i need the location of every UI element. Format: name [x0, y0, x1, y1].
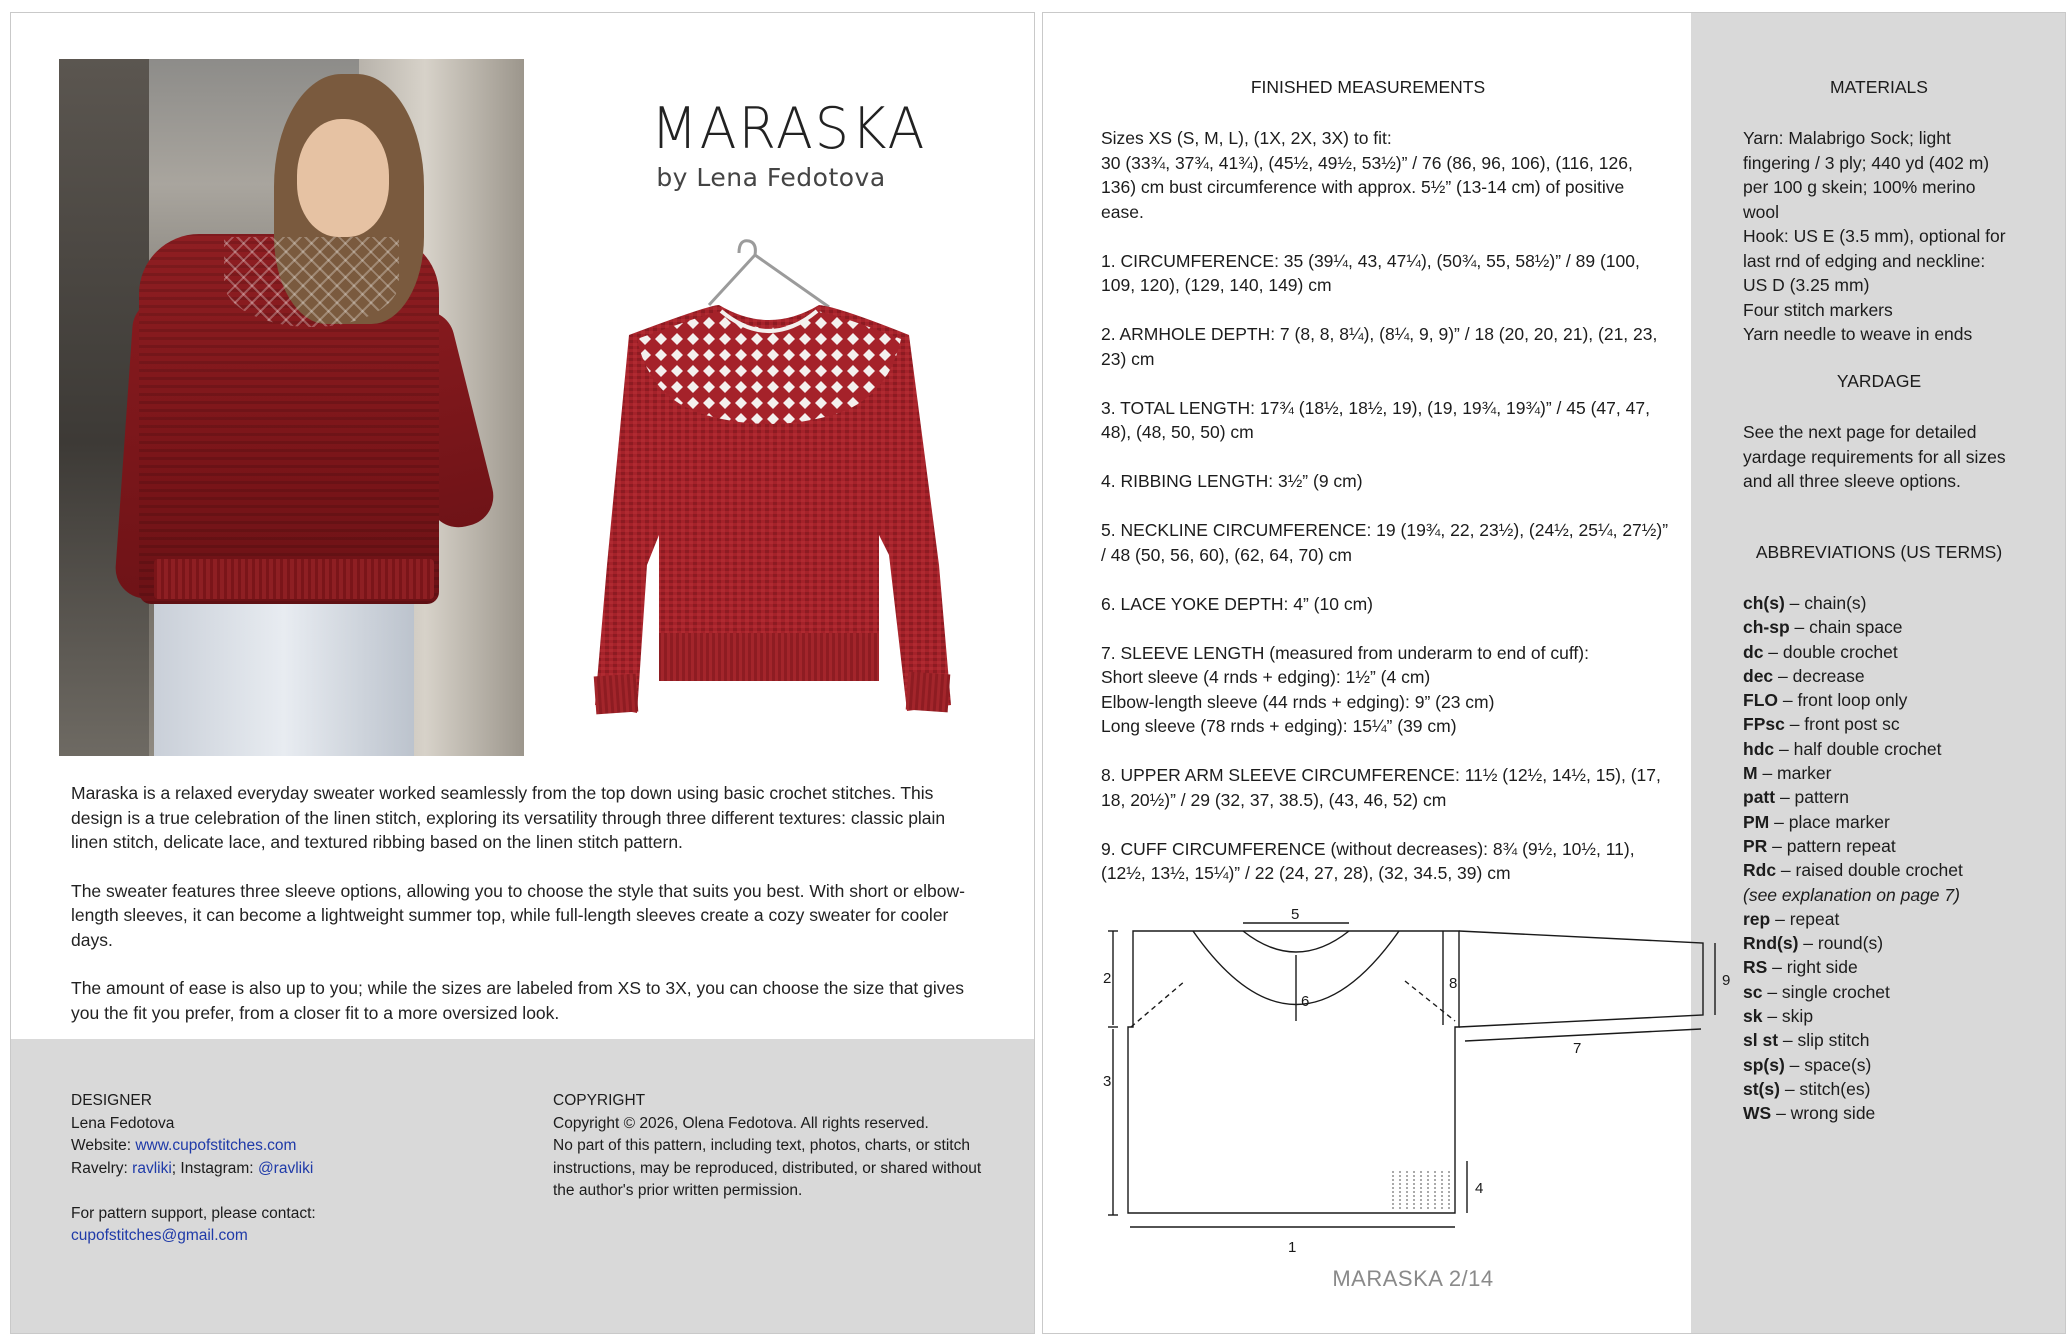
abbr-row: [1743, 640, 2053, 664]
abbr-def: – round(s): [1798, 933, 1884, 954]
abbr-term: RS: [1743, 957, 1768, 978]
yardage-heading: YARDAGE: [1836, 371, 1922, 391]
abbr-row: [1743, 1028, 2053, 1052]
schematic-body-outline: [1128, 931, 1459, 1213]
abbr-def: – repeat: [1770, 908, 1840, 929]
measurement-item: 7. SLEEVE LENGTH (measured from underarm to end of cuff): Short sleeve (4 rnds + edging): 1½” (4 cm) Elbow-length sleeve (44 rnds + edging): 9” (23 cm) Long sleeve (78 rnds + edging): 15¼” (39 cm): [1101, 642, 1589, 736]
abbr-row: [1743, 615, 2053, 639]
schematic-raglan-dashed-left: [1131, 981, 1185, 1027]
abbr-def: – decrease: [1773, 665, 1865, 686]
measurement-item: 3. TOTAL LENGTH: 17¾ (18½, 18½, 19), (19, 19¾, 19¾)” / 45 (47, 47, 48), (48, 50, 50) cm: [1101, 397, 1650, 442]
abbr-row: [1743, 712, 2053, 736]
schematic-label-9: 9: [1722, 972, 1731, 989]
abbr-def: – place marker: [1769, 811, 1890, 832]
schematic-raglan-dashed-right: [1405, 981, 1455, 1021]
flat-sweater-photo: [589, 235, 951, 740]
abbr-term: Rnd(s): [1743, 933, 1799, 954]
abbr-row: [1743, 955, 2053, 979]
abbr-row: [1743, 834, 2053, 858]
page-measurements: [1042, 12, 2066, 1334]
abbr-term: sk: [1743, 1006, 1763, 1027]
abbr-def: – stitch(es): [1779, 1078, 1871, 1099]
abbr-term: hdc: [1743, 738, 1775, 759]
abbr-term: M: [1743, 763, 1758, 784]
abbr-def: – pattern repeat: [1767, 835, 1896, 856]
measurement-item: 9. CUFF CIRCUMFERENCE (without decreases): 8¾ (9½, 10½, 11), (12½, 13½, 15¼)” / 22 (24, 27, 28), (32, 34.5, 39) cm: [1101, 838, 1635, 883]
measurement-item: 1. CIRCUMFERENCE: 35 (39¼, 43, 47¼), (50¾, 55, 58½)” / 89 (100, 109, 120), (129, 140, 149) cm: [1101, 250, 1640, 295]
abbr-row: [1743, 1101, 2053, 1125]
schematic-label-4: 4: [1475, 1180, 1484, 1197]
ravelry-link[interactable]: ravliki: [132, 1159, 172, 1177]
abbr-term: FPsc: [1743, 714, 1785, 735]
photo-face: [297, 119, 389, 237]
abbr-term: Rdc: [1743, 860, 1777, 881]
measurements-list: [1101, 126, 1671, 910]
abbr-term: ch-sp: [1743, 617, 1790, 638]
finished-measurements-heading: FINISHED MEASUREMENTS: [1250, 77, 1486, 97]
abbr-term: dc: [1743, 641, 1764, 662]
instagram-link[interactable]: @ravliki: [257, 1159, 314, 1177]
abbr-def: – chain(s): [1784, 593, 1867, 613]
abbr-def: – single crochet: [1762, 981, 1890, 1002]
abbr-term: ch(s): [1743, 593, 1785, 613]
abbr-row: [1743, 737, 2053, 761]
abbr-row: [1743, 664, 2053, 688]
model-photo: [59, 59, 524, 756]
schematic-label-2: 2: [1103, 970, 1112, 987]
materials-text: Yarn: Malabrigo Sock; light fingering / 3 ply; 440 yd (402 m) per 100 g skein; 100% merino wool Hook: US E (3.5 mm), optional for last rnd of edging and neckline: US D (3.25 mm) Four stitch markers Yarn needle to weave in ends: [1743, 128, 2006, 344]
intro-paragraph: The amount of ease is also up to you; while the sizes are labeled from XS to 3X, you can choose the size that gives you the fit you prefer, from a closer fit to a more oversized look.: [71, 978, 965, 1023]
page-number: MARASKA 2/14: [1332, 1266, 1494, 1291]
schematic-ribbing-hatch: [1393, 1171, 1449, 1209]
photo-lace-yoke: [224, 237, 399, 327]
instagram-label: ; Instagram:: [171, 1159, 258, 1177]
support-text: For pattern support, please contact:: [71, 1204, 316, 1222]
abbr-row: [1743, 810, 2053, 834]
designer-info: [71, 1090, 316, 1248]
measurement-item: 6. LACE YOKE DEPTH: 4” (10 cm): [1101, 593, 1373, 614]
abbr-def: – wrong side: [1771, 1103, 1876, 1124]
website-link[interactable]: www.cupofstitches.com: [135, 1137, 297, 1154]
intro-paragraph: Maraska is a relaxed everyday sweater worked seamlessly from the top down using basic crochet stitches. This design is a true celebration of the linen stitch, exploring its versatility through three different textures: classic plain linen stitch, delicate lace, and textured ribbing based on the linen stitch pattern.: [71, 783, 946, 852]
abbr-term: FLO: [1743, 690, 1778, 711]
abbr-note: (see explanation on page 7): [1743, 884, 1960, 905]
designer-website-row: [71, 1135, 316, 1158]
abbr-row: [1743, 1077, 2053, 1101]
abbr-term: st(s): [1743, 1078, 1780, 1099]
abbr-def: – right side: [1767, 957, 1858, 978]
abbreviations-heading: ABBREVIATIONS (US TERMS): [1755, 542, 2003, 562]
photo-sweater-ribbing: [154, 559, 434, 599]
abbr-def: – skip: [1762, 1006, 1814, 1027]
measurement-item: 5. NECKLINE CIRCUMFERENCE: 19 (19¾, 22, 23½), (24½, 25¼, 27½)” / 48 (50, 56, 60), (62, 64, 70) cm: [1101, 520, 1669, 565]
ravelry-label: Ravelry:: [71, 1159, 133, 1177]
pattern-byline: by Lena Fedotova: [656, 163, 886, 192]
intro-paragraph: The sweater features three sleeve options, allowing you to choose the style that suits you best. With short or elbow-length sleeves, it can become a lightweight summer top, while full-length sleeves create a cozy sweater for cooler days.: [71, 880, 965, 950]
schematic-label-5: 5: [1291, 906, 1300, 923]
designer-social-row: [71, 1158, 316, 1181]
schematic-sleeve-length-line: [1465, 1029, 1701, 1041]
schematic-label-6: 6: [1301, 993, 1310, 1010]
designer-heading: DESIGNER: [71, 1092, 152, 1109]
copyright-heading: COPYRIGHT: [553, 1092, 646, 1109]
abbr-term: PR: [1743, 835, 1768, 856]
schematic-label-7: 7: [1573, 1040, 1582, 1057]
abbr-row: [1743, 858, 2053, 882]
website-label: Website:: [71, 1137, 136, 1154]
abbreviations-list: [1743, 591, 2053, 1126]
pattern-introduction: [71, 781, 971, 1049]
abbr-row: [1743, 907, 2053, 931]
spacer: [71, 1180, 316, 1203]
abbr-def: – front post sc: [1784, 714, 1900, 735]
materials-heading: MATERIALS: [1830, 77, 1928, 97]
page-cover: [10, 12, 1035, 1334]
abbr-term: sp(s): [1743, 1054, 1785, 1075]
measurement-item: 8. UPPER ARM SLEEVE CIRCUMFERENCE: 11½ (12½, 14½, 15), (17, 18, 20½)” / 29 (32, 37, 38.5), (43, 46, 52) cm: [1101, 765, 1661, 810]
abbr-row: [1743, 591, 2053, 615]
abbr-term: sl st: [1743, 1030, 1779, 1051]
abbr-row: [1743, 688, 2053, 712]
abbr-term: sc: [1743, 981, 1763, 1002]
measurement-item: 4. RIBBING LENGTH: 3½” (9 cm): [1101, 471, 1363, 491]
abbr-def: – space(s): [1784, 1054, 1872, 1075]
sweater-schematic: [1103, 903, 1733, 1263]
abbr-term: WS: [1743, 1103, 1772, 1124]
abbr-def: – chain space: [1789, 617, 1903, 638]
designer-name: Lena Fedotova: [71, 1114, 175, 1132]
abbr-def: – half double crochet: [1774, 738, 1942, 759]
abbr-row: [1743, 980, 2053, 1004]
schematic-label-1: 1: [1288, 1239, 1297, 1256]
copyright-line: Copyright © 2026, Olena Fedotova. All rights reserved.: [553, 1114, 929, 1132]
schematic-label-3: 3: [1103, 1073, 1112, 1090]
photo-skirt: [154, 579, 414, 756]
abbr-row: [1743, 1004, 2053, 1028]
abbr-def: – front loop only: [1778, 690, 1908, 711]
pattern-title: MARASKA: [651, 95, 927, 162]
copyright-notice: No part of this pattern, including text, photos, charts, or stitch instructions, may be reproduced, distributed, or shared without the author's prior written permission.: [553, 1137, 982, 1199]
abbr-row: [1743, 761, 2053, 785]
abbr-term: rep: [1743, 908, 1771, 929]
measurement-item: 2. ARMHOLE DEPTH: 7 (8, 8, 8¼), (8¼, 9, 9)” / 18 (20, 20, 21), (21, 23, 23) cm: [1101, 324, 1658, 369]
abbr-def: – slip stitch: [1778, 1030, 1870, 1051]
abbr-def: – double crochet: [1763, 641, 1898, 662]
abbr-term: patt: [1743, 787, 1776, 808]
copyright-info: [553, 1090, 993, 1203]
schematic-neckline-curve: [1243, 931, 1349, 952]
schematic-label-8: 8: [1449, 975, 1458, 992]
abbr-def: – raised double crochet: [1776, 860, 1963, 881]
abbr-row: [1743, 931, 2053, 955]
yardage-text: See the next page for detailed yardage requirements for all sizes and all three sleeve options.: [1743, 422, 2006, 491]
abbr-term: dec: [1743, 665, 1774, 686]
measurement-sizes: Sizes XS (S, M, L), (1X, 2X, 3X) to fit: 30 (33¾, 37¾, 41¾), (45½, 49½, 53½)” / 76 (86, 96, 106), (116, 126, 136) cm bust circumference with approx. 5½” (13-14 cm) of positive ease.: [1101, 128, 1633, 222]
abbr-term: PM: [1743, 811, 1770, 832]
schematic-sleeve-outline: [1459, 931, 1703, 1027]
abbr-row: [1743, 1053, 2053, 1077]
abbr-row: [1743, 883, 2053, 907]
support-email-link[interactable]: cupofstitches@gmail.com: [71, 1227, 248, 1244]
abbr-def: – marker: [1757, 763, 1832, 784]
abbr-row: [1743, 785, 2053, 809]
abbr-def: – pattern: [1775, 787, 1850, 808]
